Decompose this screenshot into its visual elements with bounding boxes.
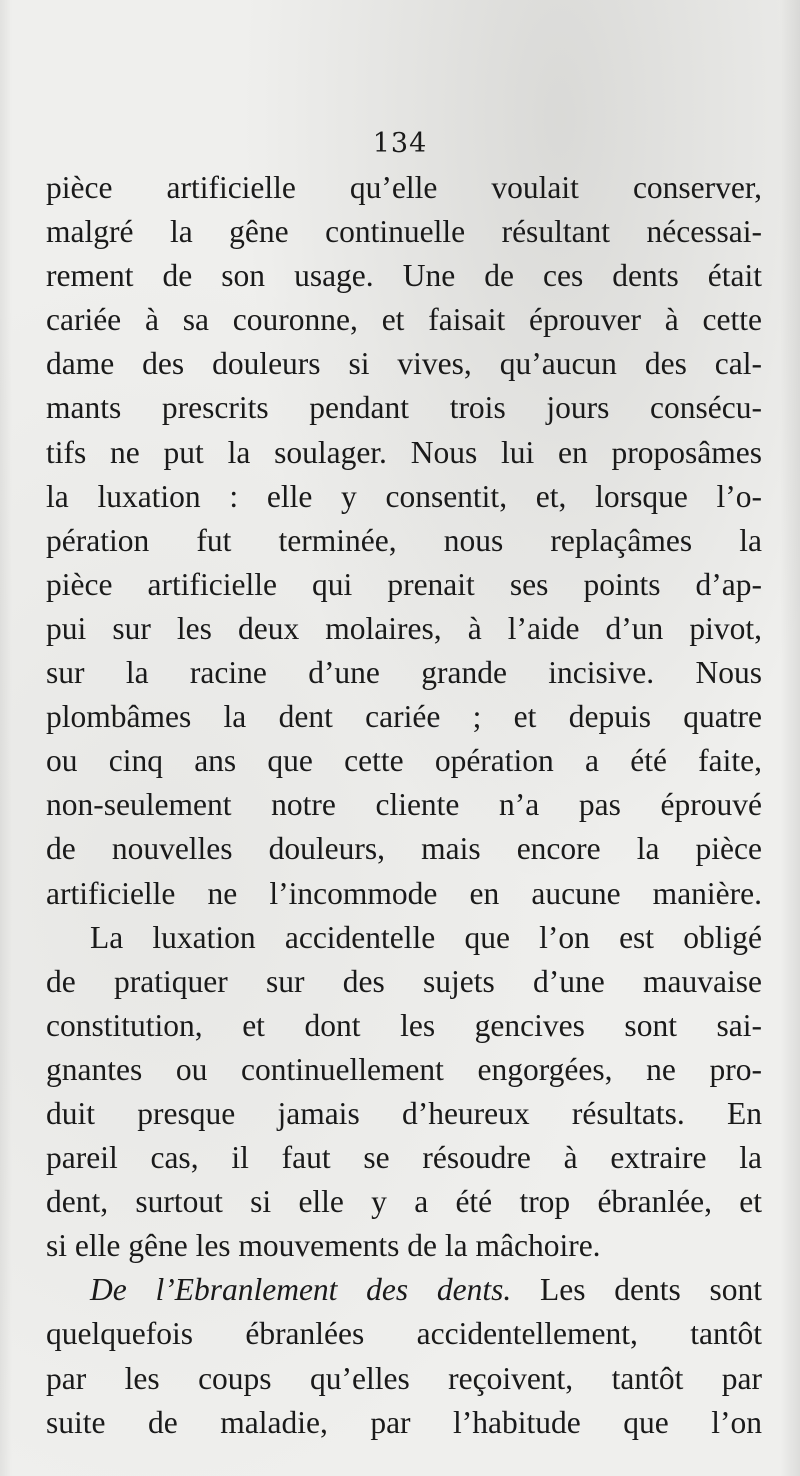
- page-number: 134: [372, 128, 428, 159]
- text-line: si elle gêne les mouvements de la mâchoire.: [46, 1228, 601, 1264]
- section-heading: De l’Ebranlement des dents.: [90, 1272, 512, 1308]
- text-line: duit presque jamais d’heureux résultats. En: [46, 1095, 762, 1131]
- text-line: tifs ne put la soulager. Nous lui en proposâmes: [46, 434, 762, 470]
- text-line: pui sur les deux molaires, à l’aide d’un pivot,: [46, 610, 762, 646]
- paragraph: [46, 1268, 762, 1444]
- text-line: non-seulement notre cliente n’a pas éprouvé: [46, 787, 762, 823]
- text-line: [46, 1268, 762, 1312]
- text-line: dame des douleurs si vives, qu’aucun des cal-: [46, 346, 762, 382]
- text-line: cariée à sa couronne, et faisait éprouver à cette: [46, 302, 762, 338]
- text-line: de pratiquer sur des sujets d’une mauvaise: [46, 963, 762, 999]
- text-line: pièce artificielle qui prenait ses points d’ap-: [46, 566, 762, 602]
- text-line: pération fut terminée, nous replaçâmes la: [46, 522, 762, 558]
- text-line: mants prescrits pendant trois jours consécu-: [46, 390, 762, 426]
- text-line: malgré la gêne continuelle résultant nécessai-: [46, 214, 762, 250]
- text-line: ou cinq ans que cette opération a été faite,: [46, 743, 762, 779]
- body-text: [46, 166, 762, 1445]
- text-fragment: Les dents sont: [511, 1272, 762, 1308]
- text-line: suite de maladie, par l’habitude que l’on: [46, 1404, 762, 1440]
- text-line: la luxation : elle y consentit, et, lorsque l’o-: [46, 478, 762, 514]
- paragraph: [46, 916, 762, 1269]
- text-line: de nouvelles douleurs, mais encore la pièce: [46, 831, 762, 867]
- text-line: artificielle ne l’incommode en aucune manière.: [46, 875, 762, 911]
- text-line: par les coups qu’elles reçoivent, tantôt par: [46, 1360, 762, 1396]
- text-line: pareil cas, il faut se résoudre à extraire la: [46, 1140, 762, 1176]
- text-line: quelquefois ébranlées accidentellement, tantôt: [46, 1316, 762, 1352]
- text-line: rement de son usage. Une de ces dents était: [46, 258, 762, 294]
- text-line: sur la racine d’une grande incisive. Nous: [46, 655, 762, 691]
- text-line: dent, surtout si elle y a été trop ébranlée, et: [46, 1184, 762, 1220]
- text-line: gnantes ou continuellement engorgées, ne pro-: [46, 1051, 762, 1087]
- text-line: plombâmes la dent cariée ; et depuis quatre: [46, 699, 762, 735]
- text-line: constitution, et dont les gencives sont sai-: [46, 1007, 762, 1043]
- paragraph: [46, 166, 762, 916]
- text-line: La luxation accidentelle que l’on est obligé: [90, 919, 762, 955]
- text-line: pièce artificielle qu’elle voulait conserver,: [46, 170, 762, 205]
